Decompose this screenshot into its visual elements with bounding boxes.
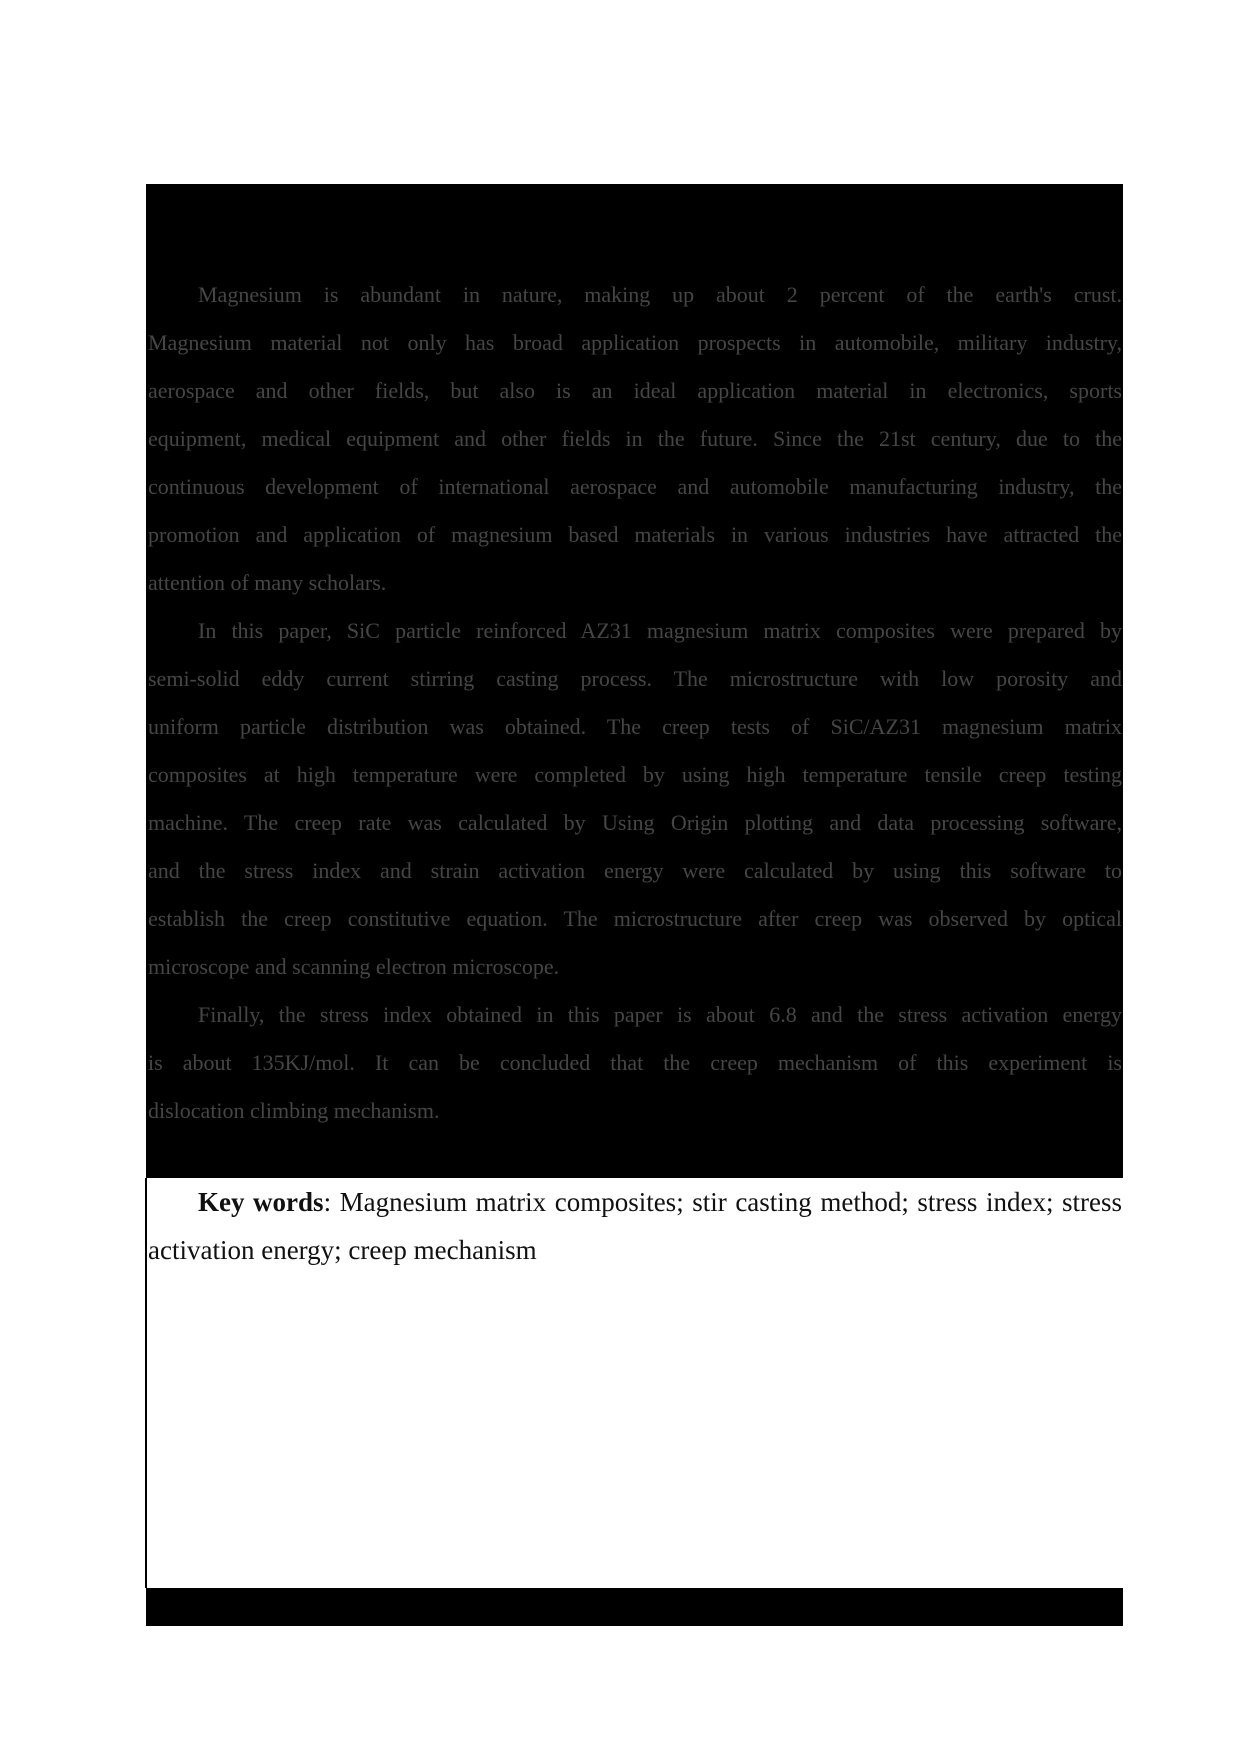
- keywords-line-1: [148, 1178, 1122, 1226]
- abstract-line: uniform particle distribution was obtained. The creep tests of SiC/AZ31 magnesium matrix: [148, 714, 1122, 739]
- abstract-line: dislocation climbing mechanism.: [148, 1098, 440, 1123]
- abstract-line: is about 135KJ/mol. It can be concluded that the creep mechanism of this experiment is: [148, 1050, 1122, 1075]
- abstract-line: semi-solid eddy current stirring casting process. The microstructure with low porosity and: [148, 666, 1122, 691]
- keywords-block: [148, 1178, 1122, 1274]
- abstract-line: continuous development of international aerospace and automobile manufacturing industry, the: [148, 474, 1122, 499]
- abstract-line: attention of many scholars.: [148, 570, 387, 595]
- abstract-line: Magnesium is abundant in nature, making up about 2 percent of the earth's crust.: [198, 282, 1122, 307]
- abstract-redacted-box: [146, 184, 1123, 1178]
- abstract-line: Finally, the stress index obtained in this paper is about 6.8 and the stress activation energy: [198, 1002, 1122, 1027]
- abstract-line: and the stress index and strain activation energy were calculated by using this software to: [148, 858, 1122, 883]
- abstract-line: establish the creep constitutive equation. The microstructure after creep was observed by optical: [148, 906, 1122, 931]
- abstract-text: [148, 271, 1122, 1135]
- keywords-label: Key words: [198, 1187, 324, 1217]
- abstract-line: composites at high temperature were completed by using high temperature tensile creep testing: [148, 762, 1122, 787]
- left-border-line: [145, 1178, 147, 1588]
- abstract-line: In this paper, SiC particle reinforced AZ31 magnesium matrix composites were prepared by: [198, 618, 1122, 643]
- abstract-line: Magnesium material not only has broad application prospects in automobile, military industry,: [148, 330, 1122, 355]
- footer-redacted-bar: [146, 1588, 1123, 1626]
- abstract-line: aerospace and other fields, but also is an ideal application material in electronics, sports: [148, 378, 1122, 403]
- abstract-line: machine. The creep rate was calculated by Using Origin plotting and data processing software,: [148, 810, 1122, 835]
- abstract-line: promotion and application of magnesium based materials in various industries have attracted the: [148, 522, 1122, 547]
- keywords-line-2: activation energy; creep mechanism: [148, 1235, 537, 1265]
- keywords-line-1-text: : Magnesium matrix composites; stir casting method; stress index; stress: [323, 1187, 1122, 1217]
- abstract-line: equipment, medical equipment and other fields in the future. Since the 21st century, due to the: [148, 426, 1122, 451]
- abstract-line: microscope and scanning electron microscope.: [148, 954, 560, 979]
